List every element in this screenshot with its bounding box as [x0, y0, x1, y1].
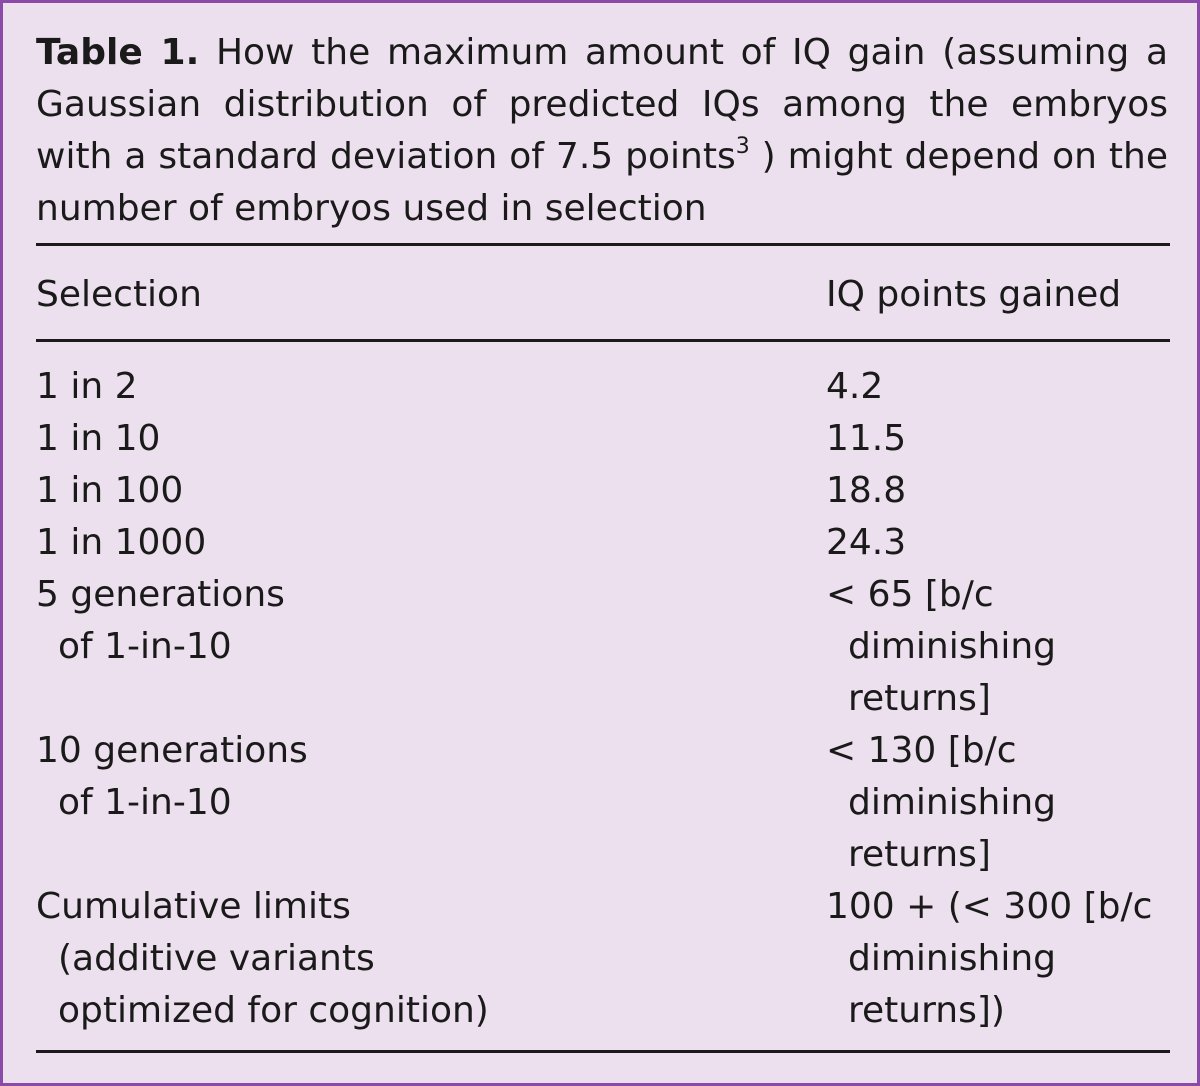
iq-cell — [826, 881, 1186, 1037]
header-selection: Selection — [36, 274, 202, 315]
iq-line: returns]) — [848, 990, 1005, 1031]
iq-cell — [826, 569, 1186, 725]
selection-line: 10 generations — [36, 730, 308, 771]
selection-line: (additive variants — [58, 938, 375, 979]
caption-text: How the maximum amount of IQ gain (assuming a Gaussian distribution of predicted IQs among the embryos with a standard deviation of 7.5 points — [36, 32, 1169, 177]
iq-cell — [826, 413, 1186, 465]
bottom-rule — [36, 1050, 1170, 1053]
selection-line: 1 in 100 — [36, 470, 184, 511]
selection-cell — [36, 725, 796, 829]
caption-footnote-ref: 3 — [735, 134, 750, 159]
selection-cell — [36, 361, 796, 413]
iq-line: 4.2 — [826, 366, 884, 407]
top-rule — [36, 243, 1170, 246]
iq-line: returns] — [848, 678, 991, 719]
iq-line: 100 + (< 300 [b/c — [826, 886, 1153, 927]
selection-cell — [36, 517, 796, 569]
iq-line: < 65 [b/c — [826, 574, 994, 615]
iq-line: returns] — [848, 834, 991, 875]
iq-line: 24.3 — [826, 522, 907, 563]
selection-cell — [36, 881, 796, 1037]
selection-cell — [36, 569, 796, 673]
header-iq-points: IQ points gained — [826, 274, 1122, 315]
selection-line: 1 in 2 — [36, 366, 138, 407]
iq-cell — [826, 517, 1186, 569]
selection-line: 1 in 1000 — [36, 522, 207, 563]
caption-label: Table 1. — [36, 32, 200, 73]
selection-cell — [36, 465, 796, 517]
iq-cell — [826, 361, 1186, 413]
selection-line: 1 in 10 — [36, 418, 161, 459]
selection-line: Cumulative limits — [36, 886, 351, 927]
iq-line: diminishing — [848, 782, 1056, 823]
iq-cell — [826, 725, 1186, 881]
iq-line: diminishing — [848, 626, 1056, 667]
table-caption — [36, 27, 1168, 235]
caption-text-end: ) might depend on the number of embryos used in selection — [36, 136, 1168, 229]
selection-line: of 1-in-10 — [58, 782, 232, 823]
selection-line: of 1-in-10 — [58, 626, 232, 667]
iq-line: diminishing — [848, 938, 1056, 979]
selection-cell — [36, 413, 796, 465]
iq-line: < 130 [b/c — [826, 730, 1017, 771]
selection-line: optimized for cognition) — [58, 990, 489, 1031]
iq-line: 11.5 — [826, 418, 907, 459]
iq-cell — [826, 465, 1186, 517]
selection-line: 5 generations — [36, 574, 285, 615]
iq-line: 18.8 — [826, 470, 907, 511]
header-rule — [36, 339, 1170, 342]
